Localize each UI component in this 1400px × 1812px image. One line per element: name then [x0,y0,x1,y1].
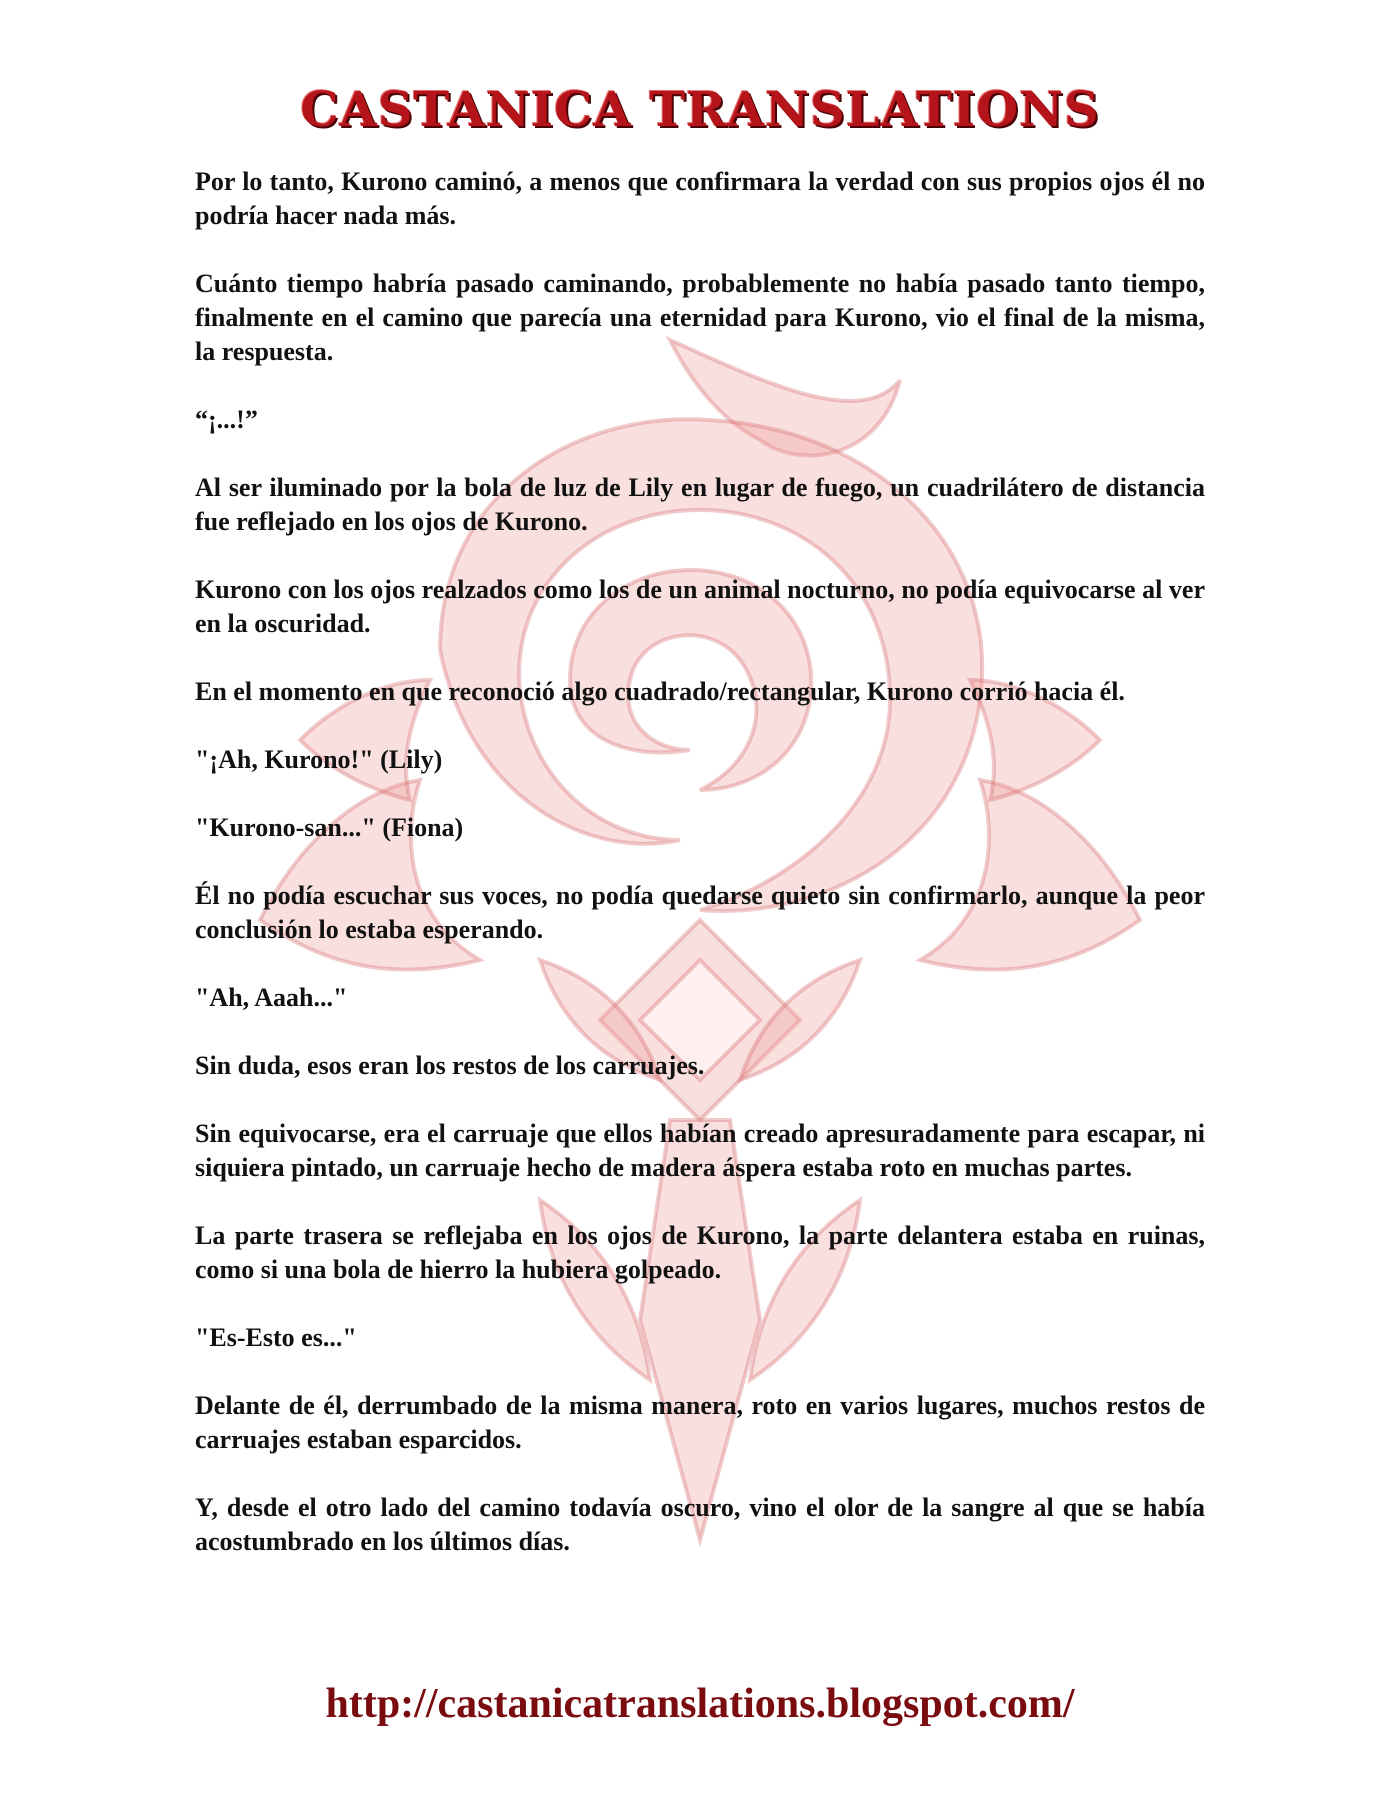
paragraph: La parte trasera se reflejaba en los ojos de Kurono, la parte delantera estaba en ruinas, como si una bola de hierro la hubiera golpeado. [195,1221,1205,1284]
paragraph: Delante de él, derrumbado de la misma manera, roto en varios lugares, muchos restos de carruajes estaban esparcidos. [195,1391,1205,1454]
paragraph: “¡...!” [195,405,258,434]
blog-url-link[interactable]: http://castanicatranslations.blogspot.com/ [325,1681,1075,1727]
document-body [195,165,1205,1593]
paragraph: Sin duda, esos eran los restos de los carruajes. [195,1051,705,1080]
page-title: CASTANICA TRANSLATIONS [300,82,1100,138]
paragraph: Kurono con los ojos realzados como los de un animal nocturno, no podía equivocarse al ver en la oscuridad. [195,575,1205,638]
paragraph: Él no podía escuchar sus voces, no podía quedarse quieto sin confirmarlo, aunque la peor conclusión lo estaba esperando. [195,881,1205,944]
paragraph: Y, desde el otro lado del camino todavía oscuro, vino el olor de la sangre al que se había acostumbrado en los últimos días. [195,1493,1205,1556]
paragraph: Por lo tanto, Kurono caminó, a menos que confirmara la verdad con sus propios ojos él no podría hacer nada más. [195,167,1205,230]
paragraph: Cuánto tiempo habría pasado caminando, probablemente no había pasado tanto tiempo, finalmente en el camino que parecía una eternidad para Kurono, vio el final de la misma, la respuesta. [195,269,1205,366]
paragraph: "Es-Esto es..." [195,1323,357,1352]
paragraph: "Ah, Aaah..." [195,983,348,1012]
paragraph: "Kurono-san..." (Fiona) [195,813,464,842]
paragraph: En el momento en que reconoció algo cuadrado/rectangular, Kurono corrió hacia él. [195,677,1125,706]
paragraph: Sin equivocarse, era el carruaje que ellos habían creado apresuradamente para escapar, ni siquiera pintado, un carruaje hecho de madera áspera estaba roto en muchas partes. [195,1119,1205,1182]
paragraph: Al ser iluminado por la bola de luz de Lily en lugar de fuego, un cuadrilátero de distancia fue reflejado en los ojos de Kurono. [195,473,1205,536]
paragraph: "¡Ah, Kurono!" (Lily) [195,745,443,774]
